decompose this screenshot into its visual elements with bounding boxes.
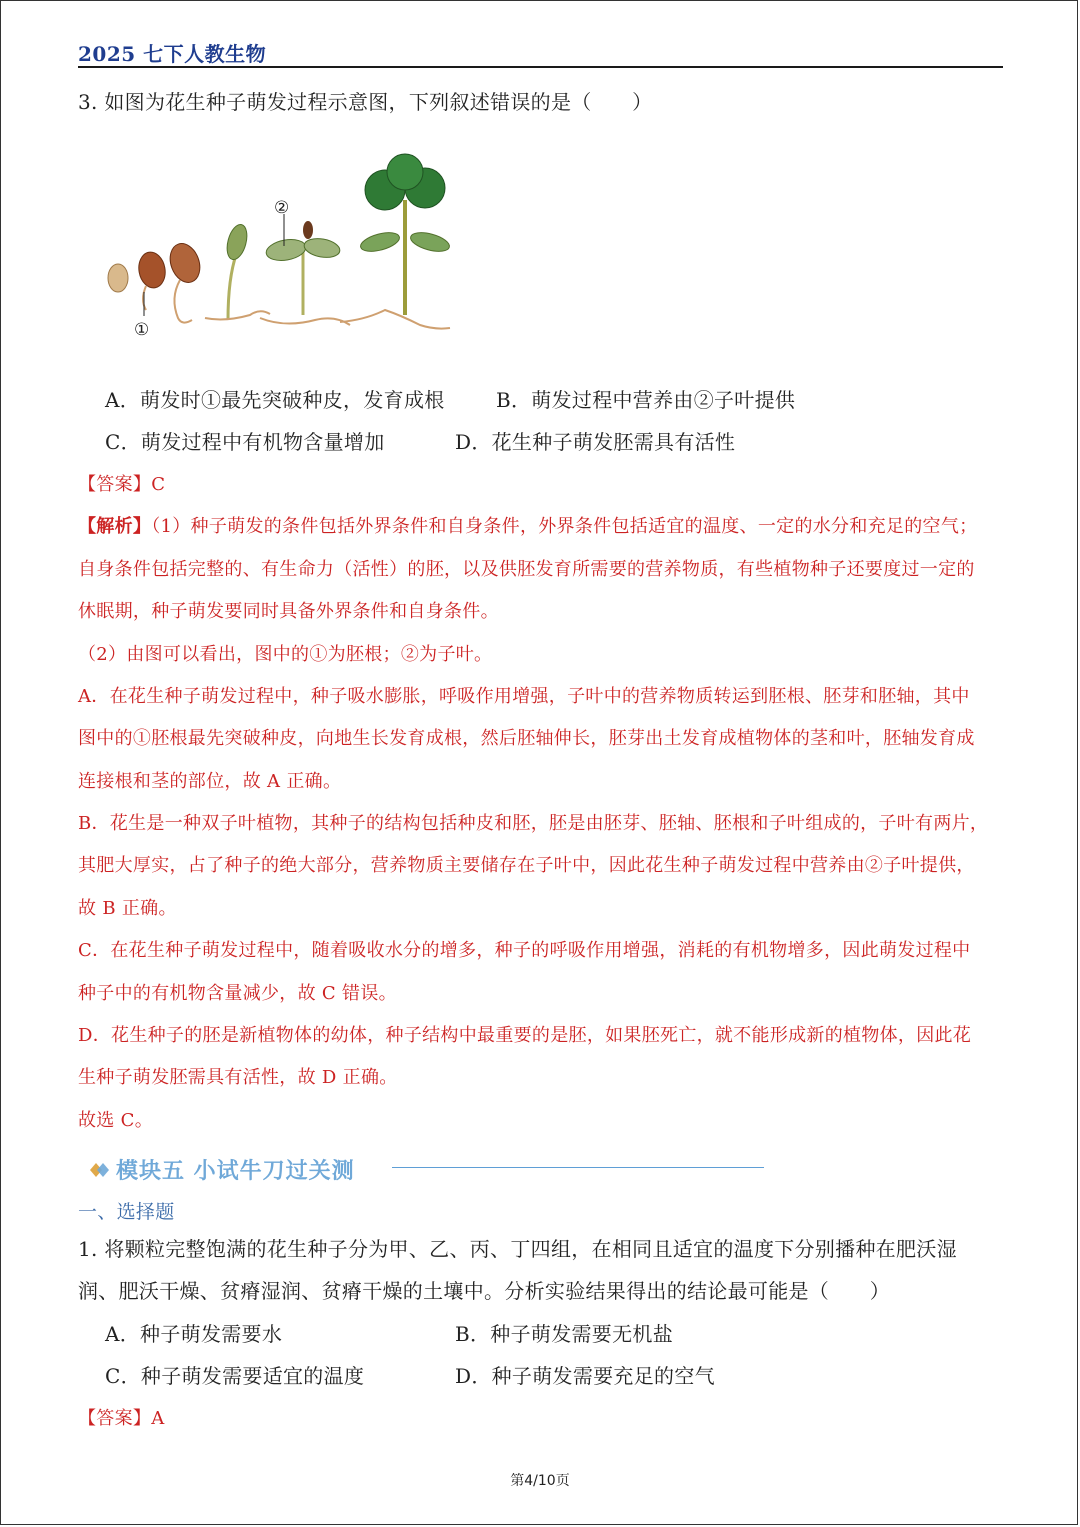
module-header xyxy=(80,1150,780,1186)
q3-answer xyxy=(78,470,165,496)
analysis-line-13: D．花生种子的胚是新植物体的幼体，种子结构中最重要的是胚，如果胚死亡，就不能形成新的植物体，因此花 xyxy=(78,1025,972,1046)
diamond-icon xyxy=(82,1158,112,1182)
analysis-line-6: 图中的①胚根最先突破种皮，向地生长发育成根，然后胚轴伸长，胚芽出土发育成植物体的茎和叶，胚轴发育成 xyxy=(78,728,975,749)
analysis-label: 【解析】 xyxy=(78,516,152,537)
analysis-line-12: 种子中的有机物含量减少，故 C 错误。 xyxy=(78,983,397,1004)
q1-answer xyxy=(78,1404,165,1430)
germination-figure xyxy=(100,150,460,345)
figure-label-2: ② xyxy=(274,198,290,218)
seed-stage-2 xyxy=(136,250,168,290)
page-header xyxy=(78,36,1003,68)
analysis-line-7: 连接根和茎的部位，故 A 正确。 xyxy=(78,771,342,792)
q1-option-d: D．种子萌发需要充足的空气 xyxy=(455,1364,715,1388)
q3-option-c: C．萌发过程中有机物含量增加 xyxy=(105,430,385,454)
q1-stem-line-1: 1. 将颗粒完整饱满的花生种子分为甲、乙、丙、丁四组，在相同且适宜的温度下分别播种在肥沃湿 xyxy=(78,1237,957,1261)
analysis-line-2: 自身条件包括完整的、有生命力（活性）的胚，以及供胚发育所需要的营养物质，有些植物种子还要度过一定的 xyxy=(78,559,975,580)
analysis-conclusion: 故选 C。 xyxy=(78,1110,153,1131)
seed-stage-1 xyxy=(108,264,128,292)
figure-label-1: ① xyxy=(134,320,150,340)
analysis-line-10: 故 B 正确。 xyxy=(78,898,177,919)
q1-stem-line-2: 润、肥沃干燥、贫瘠湿润、贫瘠干燥的土壤中。分析实验结果得出的结论最可能是（ ） xyxy=(78,1279,890,1303)
analysis-line-3: 休眠期，种子萌发要同时具备外界条件和自身条件。 xyxy=(78,601,499,622)
module-title: 模块五 小试牛刀过关测 xyxy=(116,1159,355,1184)
module-divider xyxy=(392,1167,764,1168)
q1-answer-value: A xyxy=(151,1408,165,1429)
analysis-line-9: 其肥大厚实，占了种子的绝大部分，营养物质主要储存在子叶中，因此花生种子萌发过程中营养由②子叶提供， xyxy=(78,855,975,876)
q1-option-b: B．种子萌发需要无机盐 xyxy=(455,1322,673,1346)
analysis-line-1 xyxy=(78,512,977,538)
page-number: 第4/10页 xyxy=(510,1473,570,1489)
analysis-text: （1）种子萌发的条件包括外界条件和自身条件，外界条件包括适宜的温度、一定的水分和充足的空气； xyxy=(151,516,978,537)
q1-option-c: C．种子萌发需要适宜的温度 xyxy=(105,1364,365,1388)
q1-option-a: A．种子萌发需要水 xyxy=(105,1322,283,1346)
analysis-line-14: 生种子萌发胚需具有活性，故 D 正确。 xyxy=(78,1067,398,1088)
question-3-stem: 3. 如图为花生种子萌发过程示意图，下列叙述错误的是（ ） xyxy=(78,90,653,114)
q1-answer-label: 【答案】 xyxy=(78,1408,152,1429)
q3-option-a: A．萌发时①最先突破种皮，发育成根 xyxy=(105,388,445,412)
analysis-line-5: A．在花生种子萌发过程中，种子吸水膨胀，呼吸作用增强，子叶中的营养物质转运到胚根、胚芽和胚轴，其中 xyxy=(78,686,970,707)
analysis-line-8: B．花生是一种双子叶植物，其种子的结构包括种皮和胚，胚是由胚芽、胚轴、胚根和子叶组成的，子叶有两片， xyxy=(78,813,989,834)
header-title: 2025 七下人教生物 xyxy=(78,42,267,66)
analysis-line-4: （2）由图可以看出，图中的①为胚根；②为子叶。 xyxy=(78,644,493,665)
q3-option-d: D．花生种子萌发胚需具有活性 xyxy=(455,430,736,454)
analysis-line-11: C．在花生种子萌发过程中，随着吸收水分的增多，种子的呼吸作用增强，消耗的有机物增多，因此萌发过程中 xyxy=(78,940,971,961)
seed-stage-3 xyxy=(165,239,205,286)
q3-option-b: B．萌发过程中营养由②子叶提供 xyxy=(496,388,796,412)
answer-label: 【答案】 xyxy=(78,474,152,495)
section-heading: 一、选择题 xyxy=(78,1201,175,1223)
answer-value: C xyxy=(151,474,166,495)
